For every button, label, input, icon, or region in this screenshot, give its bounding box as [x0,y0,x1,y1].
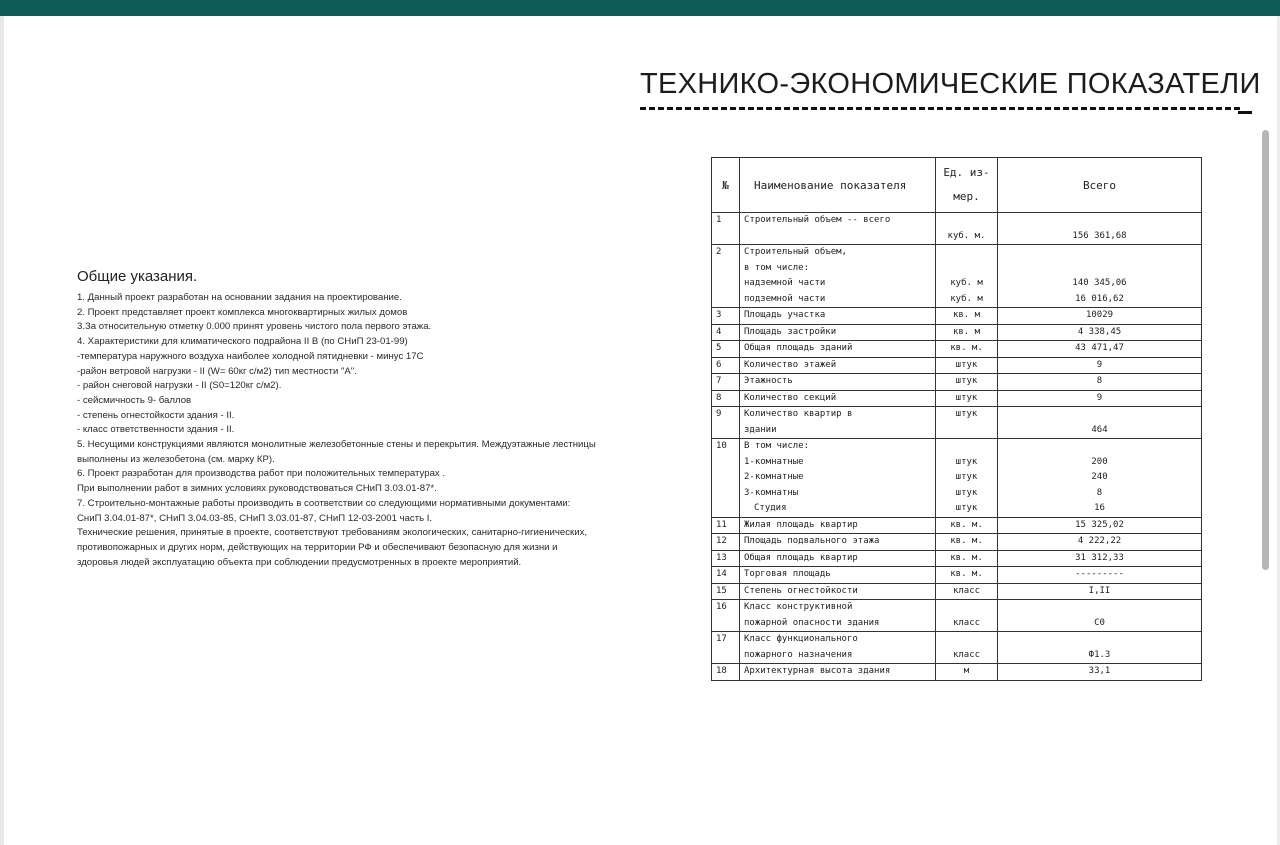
indicator-name-line: 3-комнатны [744,487,799,498]
indicator-value [998,583,1202,600]
row-number-text: 10 [716,441,727,451]
row-number-text: 9 [716,409,722,419]
indicator-value-line: I,II [1088,585,1111,596]
indicator-value [998,341,1202,358]
indicator-value [998,374,1202,391]
indicator-value-line [1002,439,1197,455]
indicator-value-line: 33,1 [1088,666,1111,676]
indicator-name-line: Количество квартир в [744,409,853,419]
indicator-value [998,357,1202,374]
notes-line: - класс ответственности здания - II. [77,424,235,436]
indicator-unit-line: кв. м. [950,569,983,579]
table-row [712,632,1202,664]
table-row [712,308,1202,325]
indicator-name-line: Общая площадь квартир [744,552,858,563]
table-row [712,664,1202,681]
indicator-name-line: пожарной опасности здания [744,617,880,628]
indicator-unit-line: штук [955,392,978,403]
notes-heading: Общие указания. [77,268,198,285]
row-number [712,567,740,584]
indicator-value [998,213,1202,245]
notes-line: 5. Несущими конструкциями являются монолитные железобетонные стены и перекрытия. Междуэтажные лестницы [77,439,596,451]
indicator-unit-line: кв. м [952,326,981,337]
row-number-text: 11 [716,519,727,530]
indicator-unit-line: кв. м. [950,519,983,530]
indicator-name-line: пожарного назначения [744,649,853,660]
indicator-unit-line: куб. м. [947,230,986,241]
indicator-value-line: 8 [1096,376,1103,386]
row-number [712,308,740,325]
indicator-unit [936,357,998,374]
indicator-name-line: Площадь застройки [744,326,837,337]
indicator-name-line: 2-комнатные [744,472,804,482]
indicator-value [998,407,1202,439]
indicator-name-line: надземной части [744,278,826,288]
indicator-value-line: 31 312,33 [1075,552,1124,563]
indicator-unit [936,341,998,358]
notes-line: 4. Характеристики для климатического подрайона II В (по СНиП 23-01-99) [77,336,408,348]
indicator-value-line: 200 [1091,456,1108,467]
row-number-text: 14 [716,569,727,579]
indicators-table [711,157,1202,681]
general-notes [77,268,697,570]
indicator-unit [936,407,998,439]
table-row [712,534,1202,551]
row-number-text: 4 [716,326,722,337]
indicator-name [740,341,936,358]
table-row [712,583,1202,600]
indicator-name [740,600,936,632]
indicator-value-line: 140 345,06 [1072,278,1127,288]
indicator-value-line: 10029 [1085,310,1114,320]
row-number-text: 18 [716,666,727,676]
indicator-value [998,600,1202,632]
table-row [712,213,1202,245]
row-number-text: 17 [716,634,727,644]
indicator-name-line: Количество этажей [744,359,837,370]
indicator-value [998,534,1202,551]
notes-line: - степень огнестойкости здания - II. [77,409,235,421]
indicator-unit [936,583,998,600]
indicator-name [740,213,936,245]
indicator-unit [936,390,998,407]
indicator-value [998,632,1202,664]
indicator-unit [936,567,998,584]
indicator-unit-line [940,213,993,229]
indicator-unit-line [940,245,993,261]
indicator-value-line: 464 [1091,424,1108,435]
indicator-name-line: Класс конструктивной [744,602,853,612]
indicator-unit-line: штук [955,359,978,370]
indicator-unit-line: куб. м [950,278,983,288]
indicator-name-line: Жилая площадь квартир [744,519,858,530]
indicator-value-line [1002,632,1197,648]
row-number-text: 1 [716,215,722,225]
title-underline-end [1238,111,1252,114]
row-number-text: 6 [716,359,722,370]
indicator-unit-line [940,439,993,455]
vertical-scrollbar[interactable] [1262,130,1269,570]
row-number-text: 12 [716,536,727,546]
indicator-name [740,407,936,439]
indicator-unit-line: кв. м. [950,552,983,563]
header-unit [936,158,998,213]
indicator-value-line [1002,245,1197,261]
indicator-name [740,632,936,664]
notes-line: выполнены из железобетона (см. марку КР). [77,453,275,465]
table-row [712,324,1202,341]
notes-line: 1. Данный проект разработан на основании задания на проектирование. [77,292,402,303]
indicator-value-line: 4 338,45 [1077,326,1122,337]
notes-line: - район снеговой нагрузки - II (S0=120кг с/м2). [77,380,282,392]
table-row [712,600,1202,632]
indicator-unit-line: штук [955,487,978,498]
indicator-name [740,374,936,391]
row-number [712,245,740,308]
indicator-unit [936,245,998,308]
indicator-name [740,664,936,681]
row-number-text: 2 [716,247,722,257]
indicator-unit-line: класс [952,649,981,660]
indicator-value-line: Ф1.3 [1088,649,1111,660]
row-number-text: 13 [716,552,727,563]
notes-line: противопожарных и других норм, действующих на территории РФ и обеспечивают безопасную для жизни и [77,541,558,553]
row-number [712,374,740,391]
indicator-name-line: Строительный объем, [744,247,847,257]
table-row [712,357,1202,374]
indicator-name [740,534,936,551]
table-row [712,407,1202,439]
notes-line: - сейсмичность 9- баллов [77,394,192,406]
page-title: ТЕХНИКО-ЭКОНОМИЧЕСКИЕ ПОКАЗАТЕЛИ [640,68,1261,100]
indicator-name [740,567,936,584]
indicator-name-line: 1-комнатные [744,456,804,467]
indicator-name-line: Площадь подвального этажа [744,536,880,546]
header-unit-line1: Ед. из- [943,166,990,179]
indicator-value-line: 15 325,02 [1075,519,1124,530]
indicator-unit-line: штук [955,376,978,386]
indicator-value [998,550,1202,567]
indicator-unit [936,308,998,325]
indicator-unit-line: класс [952,617,981,628]
indicator-name-line: Количество секций [744,392,837,403]
indicator-value-line [1002,600,1197,616]
indicator-value-line [1002,407,1197,423]
row-number [712,664,740,681]
row-number [712,357,740,374]
indicator-value [998,567,1202,584]
indicator-name-line: Этажность [744,376,793,386]
indicator-value-line: 8 [1096,487,1103,498]
header-name: Наименование показателя [740,158,936,213]
indicator-unit-line [940,632,993,648]
notes-line: здоровья людей эксплуатацию объекта при соблюдении предусмотренных в проекте мероприятий. [77,556,522,568]
notes-line: 2. Проект представляет проект комплекса многоквартирных жилых домов [77,306,408,318]
row-number [712,390,740,407]
indicator-unit [936,213,998,245]
indicator-value [998,308,1202,325]
indicator-name-line: В том числе: [744,441,810,451]
indicator-value [998,664,1202,681]
header-unit-line2: мер. [953,190,980,203]
table-row [712,517,1202,534]
table-row [712,245,1202,308]
table-row [712,390,1202,407]
indicator-value-line: --------- [1075,569,1124,579]
indicator-value-line: 156 361,68 [1072,230,1127,241]
row-number [712,550,740,567]
indicator-name-line: Студия [754,503,787,513]
row-number [712,583,740,600]
row-number-text: 5 [716,343,722,353]
title-underline [640,107,1240,110]
indicator-value [998,439,1202,518]
indicator-unit [936,664,998,681]
table-row [712,341,1202,358]
table-row [712,550,1202,567]
row-number-text: 8 [716,392,722,403]
indicator-unit-line: штук [955,456,978,467]
indicator-unit-line [940,600,993,616]
indicator-unit-line [940,261,993,277]
indicator-unit [936,517,998,534]
indicator-value-line [1002,261,1197,277]
notes-line: 3.За относительную отметку 0.000 принят уровень чистого пола первого этажа. [77,321,432,333]
notes-lines [77,291,697,570]
top-accent-bar [0,0,1280,16]
table-row [712,374,1202,391]
row-number [712,341,740,358]
indicator-name [740,550,936,567]
notes-line: 6. Проект разработан для производства работ при положительных температурах . [77,468,446,480]
row-number-text: 7 [716,376,722,386]
indicator-name [740,357,936,374]
notes-line: -район ветровой нагрузки - II (W= 60кг с/м2) тип местности "А". [77,365,357,377]
notes-line: 7. Строительно-монтажные работы производить в соответствии со следующими нормативными документами: [77,497,571,509]
notes-line: -температура наружного воздуха наиболее холодной пятидневки - минус 17С [77,350,424,362]
row-number-text: 3 [716,310,722,320]
row-number [712,407,740,439]
indicator-value-line: 16 [1094,503,1105,513]
indicator-unit-line: кв. м. [950,343,983,353]
indicator-unit-line: штук [955,503,978,513]
indicator-value [998,517,1202,534]
row-number-text: 16 [716,602,727,612]
indicator-unit-line: кв. м. [950,536,983,546]
indicator-value-line: 240 [1091,472,1108,482]
indicator-name-line: Площадь участка [744,310,826,320]
indicator-value-line [1002,213,1197,229]
indicator-unit [936,534,998,551]
row-number [712,600,740,632]
row-number [712,517,740,534]
notes-line: При выполнении работ в зимних условиях руководствоваться СНиП 3.03.01-87*. [77,483,437,495]
header-value: Всего [998,158,1202,213]
notes-line: Технические решения, принятые в проекте, соответствуют требованиям экологических, санитарно-гигиенических, [77,527,588,539]
table-row [712,567,1202,584]
indicator-unit-line: штук [955,472,978,482]
indicator-unit-line: куб. м [950,293,983,304]
indicator-value-line: 4 222,22 [1077,536,1122,546]
row-number [712,439,740,518]
table-row [712,439,1202,518]
row-number-text: 15 [716,585,727,596]
indicator-unit [936,439,998,518]
indicator-name-line: Класс функционального [744,634,858,644]
indicator-unit-line: класс [952,585,981,596]
row-number [712,632,740,664]
table-header-row [712,158,1202,213]
indicator-name-line: здании [744,424,777,435]
table-body [712,213,1202,681]
indicator-name-line: Степень огнестойкости [744,585,858,596]
indicator-unit-line: м [963,666,970,676]
row-number [712,534,740,551]
indicator-value-line: 16 016,62 [1075,293,1124,304]
indicator-unit [936,600,998,632]
indicator-name-line: Архитектурная высота здания [744,666,891,676]
indicator-unit [936,632,998,664]
indicator-value-line: С0 [1094,617,1105,628]
indicator-name-line: Торговая площадь [744,569,831,579]
indicator-value-line: 9 [1096,359,1103,370]
row-number [712,213,740,245]
indicator-name-line: Строительный объем -- всего [744,215,891,225]
indicator-name [740,439,936,518]
indicator-value-line: 43 471,47 [1075,343,1124,353]
indicator-name [740,245,936,308]
indicator-value-line: 9 [1096,392,1103,403]
indicator-unit [936,374,998,391]
indicator-unit [936,550,998,567]
indicator-unit-line: штук [955,409,978,419]
indicator-unit-line [940,423,993,439]
indicator-name [740,517,936,534]
indicator-name-line: подземной части [744,293,826,304]
indicator-value [998,324,1202,341]
indicator-value [998,390,1202,407]
indicator-name-line: в том числе: [744,262,810,273]
indicator-unit [936,324,998,341]
indicator-name [740,390,936,407]
indicator-unit-line: кв. м [952,310,981,320]
notes-line: СниП 3.04.01-87*, СНиП 3.04.03-85, СНиП 3.03.01-87, СНиП 12-03-2001 часть I. [77,512,433,524]
indicator-value [998,245,1202,308]
indicator-name [740,324,936,341]
row-number [712,324,740,341]
header-num: № [712,158,740,213]
indicator-name-line: Общая площадь зданий [744,343,853,353]
indicator-name [740,308,936,325]
left-edge [0,16,4,845]
indicator-name [740,583,936,600]
